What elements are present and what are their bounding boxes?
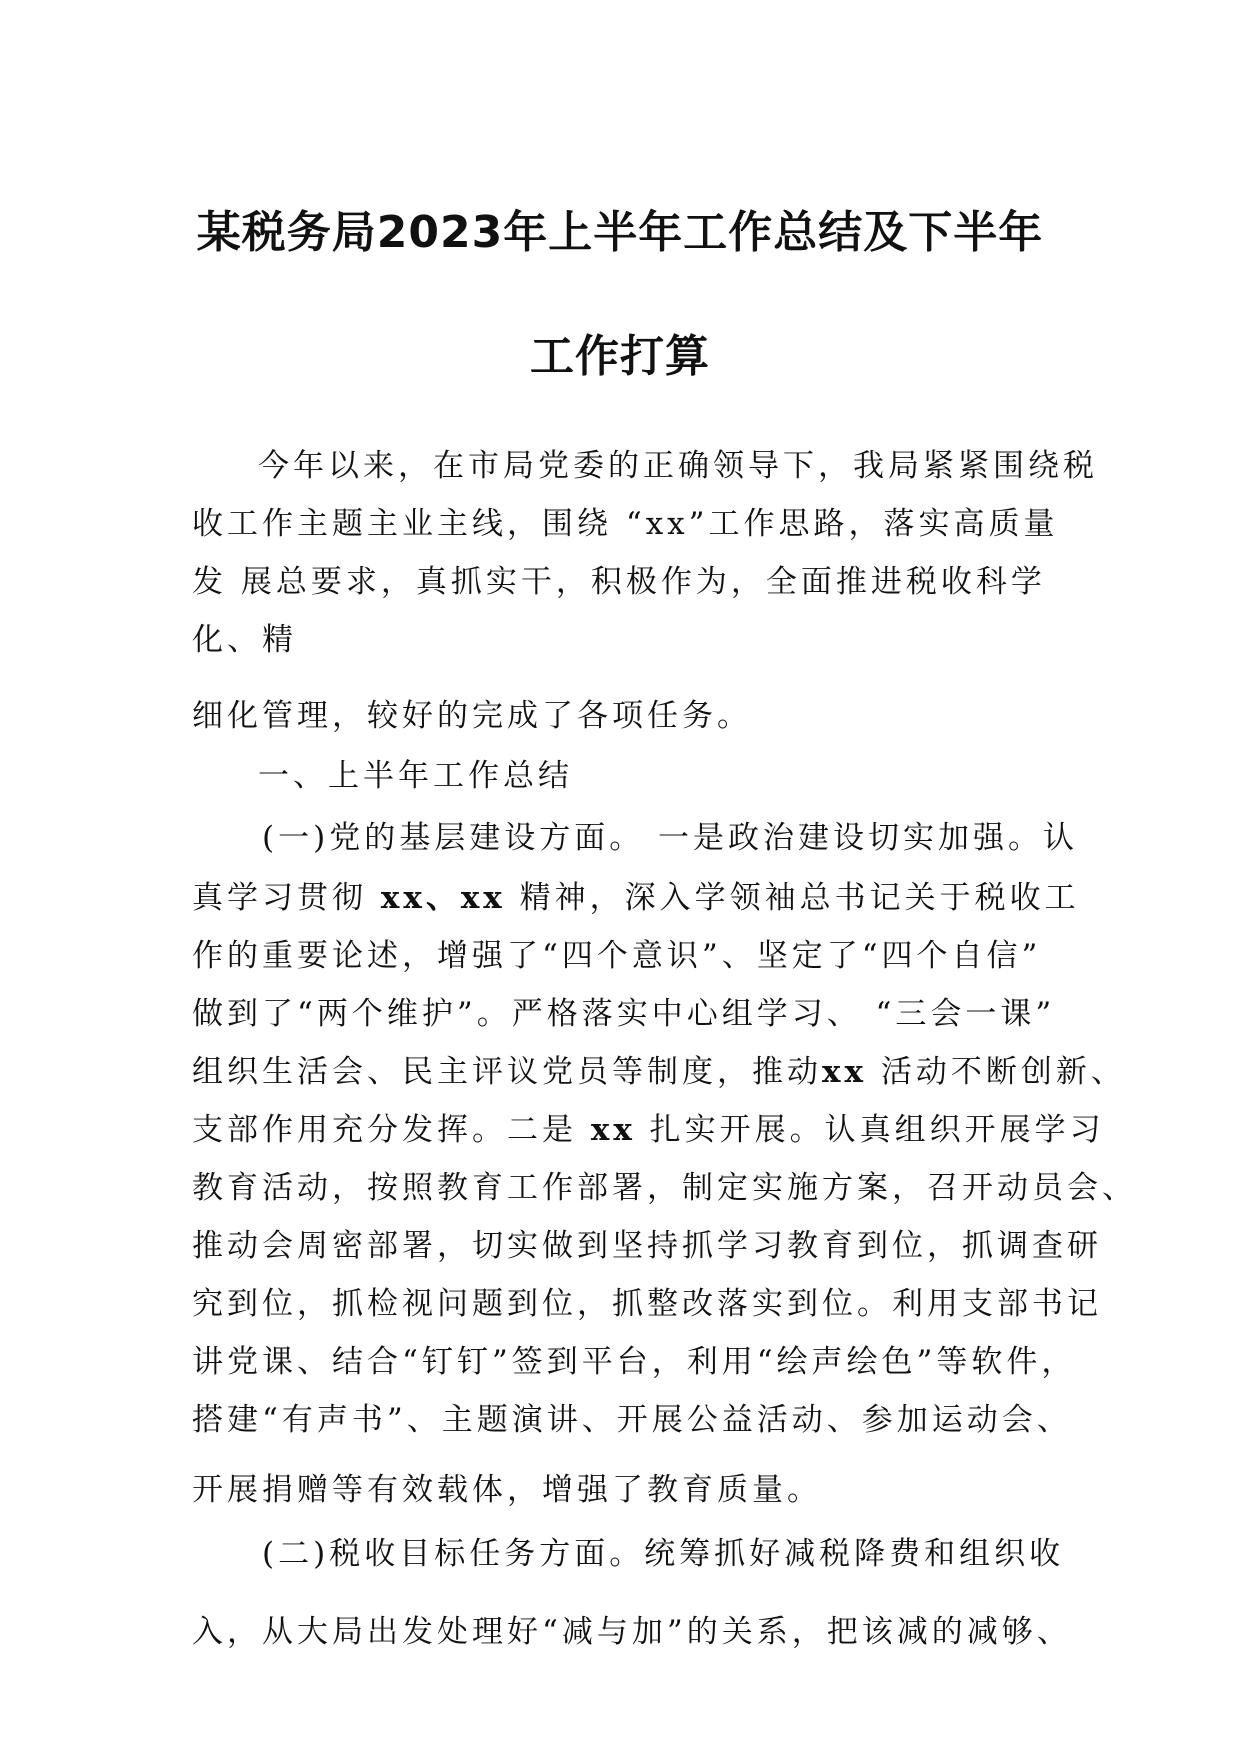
body-line xyxy=(192,1104,1105,1149)
placeholder-text: xx xyxy=(590,1112,636,1148)
body-line: 今年以来，在市局党委的正确领导下，我局紧紧围绕税 xyxy=(258,448,1098,484)
document-title-line-2: 工作打算 xyxy=(530,331,710,382)
body-line: 入，从大局出发处理好“减与加”的关系，把该减的减够、 xyxy=(192,1614,1072,1650)
body-line: 发 展总要求，真抓实干，积极作为，全面推进税收科学 xyxy=(192,564,1046,600)
body-line: 开展捐赠等有效载体，增强了教育质量。 xyxy=(192,1472,822,1508)
body-line: 搭建“有声书”、主题演讲、开展公益活动、参加运动会、 xyxy=(192,1402,1072,1438)
body-line: 做到了“两个维护”。严格落实中心组学习、 “三会一课” xyxy=(192,996,1056,1032)
body-line xyxy=(192,872,1080,917)
text-segment: 扎实开展。认真组织开展学习 xyxy=(635,1112,1105,1148)
body-line: 推动会周密部署，切实做到坚持抓学习教育到位，抓调查研 xyxy=(192,1228,1102,1264)
text-segment: 支部作用充分发挥。二是 xyxy=(192,1112,591,1148)
body-line: 细化管理，较好的完成了各项任务。 xyxy=(192,698,752,734)
placeholder-text: xx xyxy=(822,1054,867,1090)
text-segment: 活动不断创新、 xyxy=(866,1054,1126,1090)
body-line: 究到位，抓检视问题到位，抓整改落实到位。利用支部书记 xyxy=(192,1286,1102,1322)
subsection-heading-line: (一)党的基层建设方面。 一是政治建设切实加强。认 xyxy=(262,820,1079,856)
body-line xyxy=(192,1046,1126,1091)
subsection-heading-line: (二)税收目标任务方面。统筹抓好减税降费和组织收 xyxy=(262,1536,1065,1572)
text-segment: 真学习贯彻 xyxy=(192,880,381,916)
body-line: 作的重要论述，增强了“四个意识”、坚定了“四个自信” xyxy=(192,938,1042,974)
body-line: 讲党课、结合“钉钉”签到平台，利用“绘声绘色”等软件， xyxy=(192,1344,1077,1380)
document-title-line-1: 某税务局2023年上半年工作总结及下半年 xyxy=(196,207,1044,258)
text-segment: 组织生活会、民主评议党员等制度，推动 xyxy=(192,1054,822,1090)
placeholder-text: xx xyxy=(460,880,506,916)
body-line: 收工作主题主业主线，围绕 “xx”工作思路，落实高质量 xyxy=(192,506,1059,542)
body-line: 化、精 xyxy=(192,622,297,658)
section-heading: 一、上半年工作总结 xyxy=(258,758,573,794)
text-segment: 精神，深入学领袖总书记关于税收工 xyxy=(505,880,1080,916)
text-segment: 、 xyxy=(425,880,461,916)
placeholder-text: xx xyxy=(380,880,426,916)
body-line: 教育活动，按照教育工作部署，制定实施方案，召开动员会、 xyxy=(192,1170,1137,1206)
